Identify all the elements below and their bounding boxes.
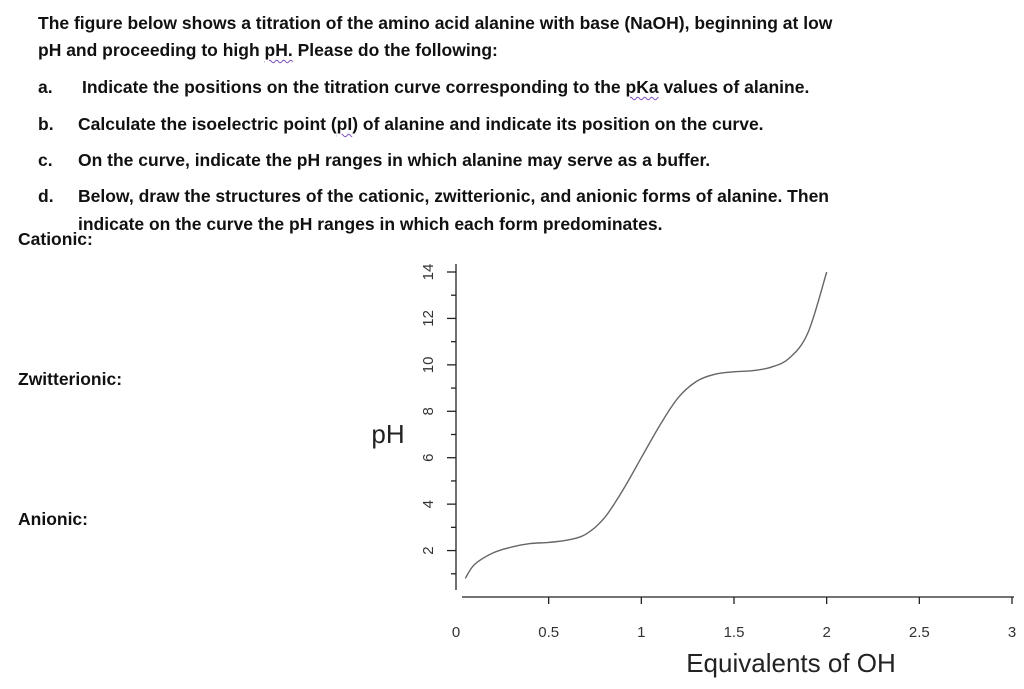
x-tick-label: 0.5 (538, 624, 560, 641)
question-item-d: d. Below, draw the structures of the cationic, zwitterionic, and anionic forms of alanine. Then (38, 186, 829, 206)
y-axis-label: pH (371, 419, 405, 449)
x-tick-label: 3 (1007, 624, 1017, 641)
item-letter: b. (38, 114, 54, 134)
y-tick-label: 14 (420, 263, 437, 281)
y-tick-label: 6 (420, 453, 437, 462)
x-tick-label: 2.5 (908, 624, 930, 641)
x-tick-label: 1 (637, 624, 646, 641)
cationic-label: Cationic: (18, 229, 93, 249)
x-axis-label: Equivalents of OH (686, 648, 896, 678)
wavy-term-pka: pKa (625, 77, 659, 97)
titration-curve-line (465, 272, 826, 578)
y-tick-label: 2 (420, 546, 437, 555)
chart-axes (456, 264, 1014, 597)
zwitterionic-label: Zwitterionic: (18, 369, 123, 389)
question-item-a: a. Indicate the positions on the titration curve corresponding to the pKa values of alanine. (38, 77, 810, 97)
y-tick-label: 12 (420, 310, 437, 327)
intro-line-1: The figure below shows a titration of the amino acid alanine with base (NaOH), beginning at low (38, 13, 833, 33)
chart-ticks (420, 264, 1016, 641)
chart-series (465, 272, 826, 578)
x-tick-label: 1.5 (723, 624, 745, 641)
wavy-term-pi: pI (336, 114, 353, 134)
item-letter: d. (38, 186, 54, 206)
intro-line-2: pH and proceeding to high pH. Please do the following: (38, 40, 498, 60)
x-tick-label: 0 (451, 624, 461, 641)
item-letter: a. (38, 77, 53, 97)
intro-wavy-term: pH. (264, 40, 293, 60)
x-tick-label: 2 (822, 624, 831, 641)
item-letter: c. (38, 150, 53, 170)
y-tick-label: 10 (420, 356, 437, 374)
y-tick-label: 8 (420, 407, 437, 416)
question-item-d-line2: indicate on the curve the pH ranges in which each form predominates. (78, 214, 663, 234)
question-item-b: b. Calculate the isoelectric point (pI) of alanine and indicate its position on the curve. (38, 114, 764, 134)
question-item-c: c. On the curve, indicate the pH ranges in which alanine may serve as a buffer. (38, 150, 711, 170)
anionic-label: Anionic: (18, 509, 88, 529)
y-tick-label: 4 (420, 499, 437, 509)
